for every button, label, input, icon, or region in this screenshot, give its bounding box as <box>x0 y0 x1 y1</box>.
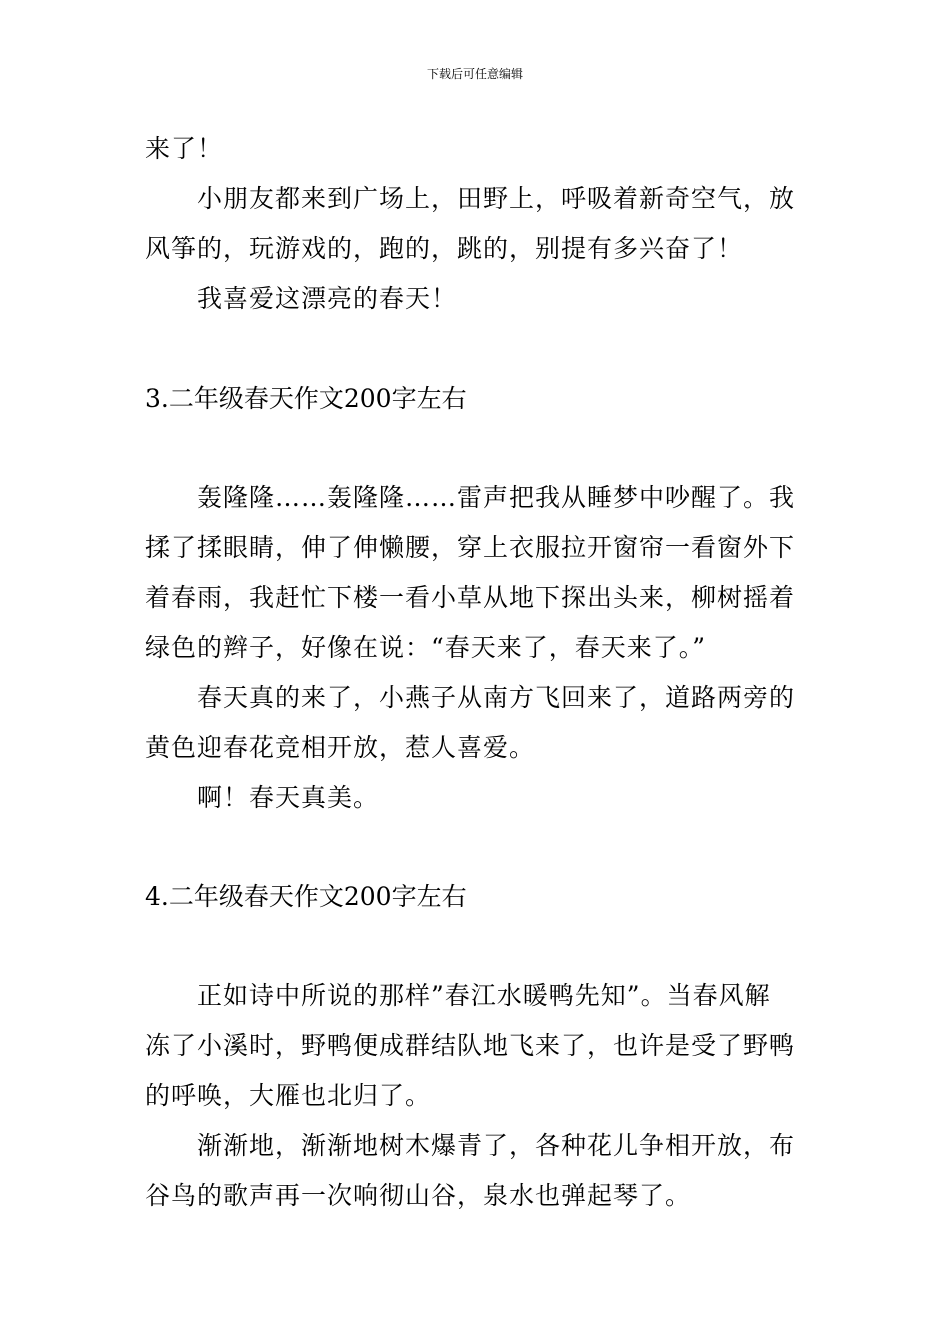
text-line: 揉了揉眼睛，伸了伸懒腰，穿上衣服拉开窗帘一看窗外下 <box>145 533 796 562</box>
section-3-paragraph-3 <box>145 773 807 823</box>
text-line: 啊！春天真美。 <box>197 783 380 812</box>
text-line: 轰隆隆……轰隆隆……雷声把我从睡梦中吵醒了。我 <box>197 483 796 512</box>
text-line: 渐渐地，渐渐地树木爆青了，各种花儿争相开放，布 <box>197 1131 796 1160</box>
section-3-title: 3.二年级春天作文200字左右 <box>145 384 467 413</box>
section-4-title: 4.二年级春天作文200字左右 <box>145 882 467 911</box>
paragraph-prev-1 <box>145 124 807 174</box>
page-header: 下载后可任意编辑 <box>426 67 523 81</box>
text-line: 我喜爱这漂亮的春天！ <box>197 284 458 313</box>
text-line: 来了！ <box>145 134 224 163</box>
section-3-paragraph-2 <box>145 673 807 773</box>
text-line: 谷鸟的歌声再一次响彻山谷，泉水也弹起琴了。 <box>145 1181 692 1210</box>
text-line: 黄色迎春花竞相开放，惹人喜爱。 <box>145 733 536 762</box>
paragraph-prev-3 <box>145 274 807 324</box>
text-line: 绿色的辫子，好像在说：“春天来了，春天来了。” <box>145 633 707 662</box>
text-line: 着春雨，我赶忙下楼一看小草从地下探出头来，柳树摇着 <box>145 583 796 612</box>
text-line: 正如诗中所说的那样”春江水暖鸭先知”。当春风解 <box>197 981 771 1010</box>
text-line: 的呼唤，大雁也北归了。 <box>145 1081 432 1110</box>
text-line: 风筝的，玩游戏的，跑的，跳的，别提有多兴奋了！ <box>145 234 744 263</box>
text-line: 小朋友都来到广场上，田野上，呼吸着新奇空气，放 <box>197 184 796 213</box>
paragraph-prev-2 <box>145 174 807 274</box>
text-line: 春天真的来了，小燕子从南方飞回来了，道路两旁的 <box>197 683 796 712</box>
text-line: 冻了小溪时，野鸭便成群结队地飞来了，也许是受了野鸭 <box>145 1031 796 1060</box>
section-3-paragraph-1 <box>145 473 807 673</box>
section-4-paragraph-1 <box>145 971 807 1121</box>
section-4-paragraph-2 <box>145 1121 807 1221</box>
